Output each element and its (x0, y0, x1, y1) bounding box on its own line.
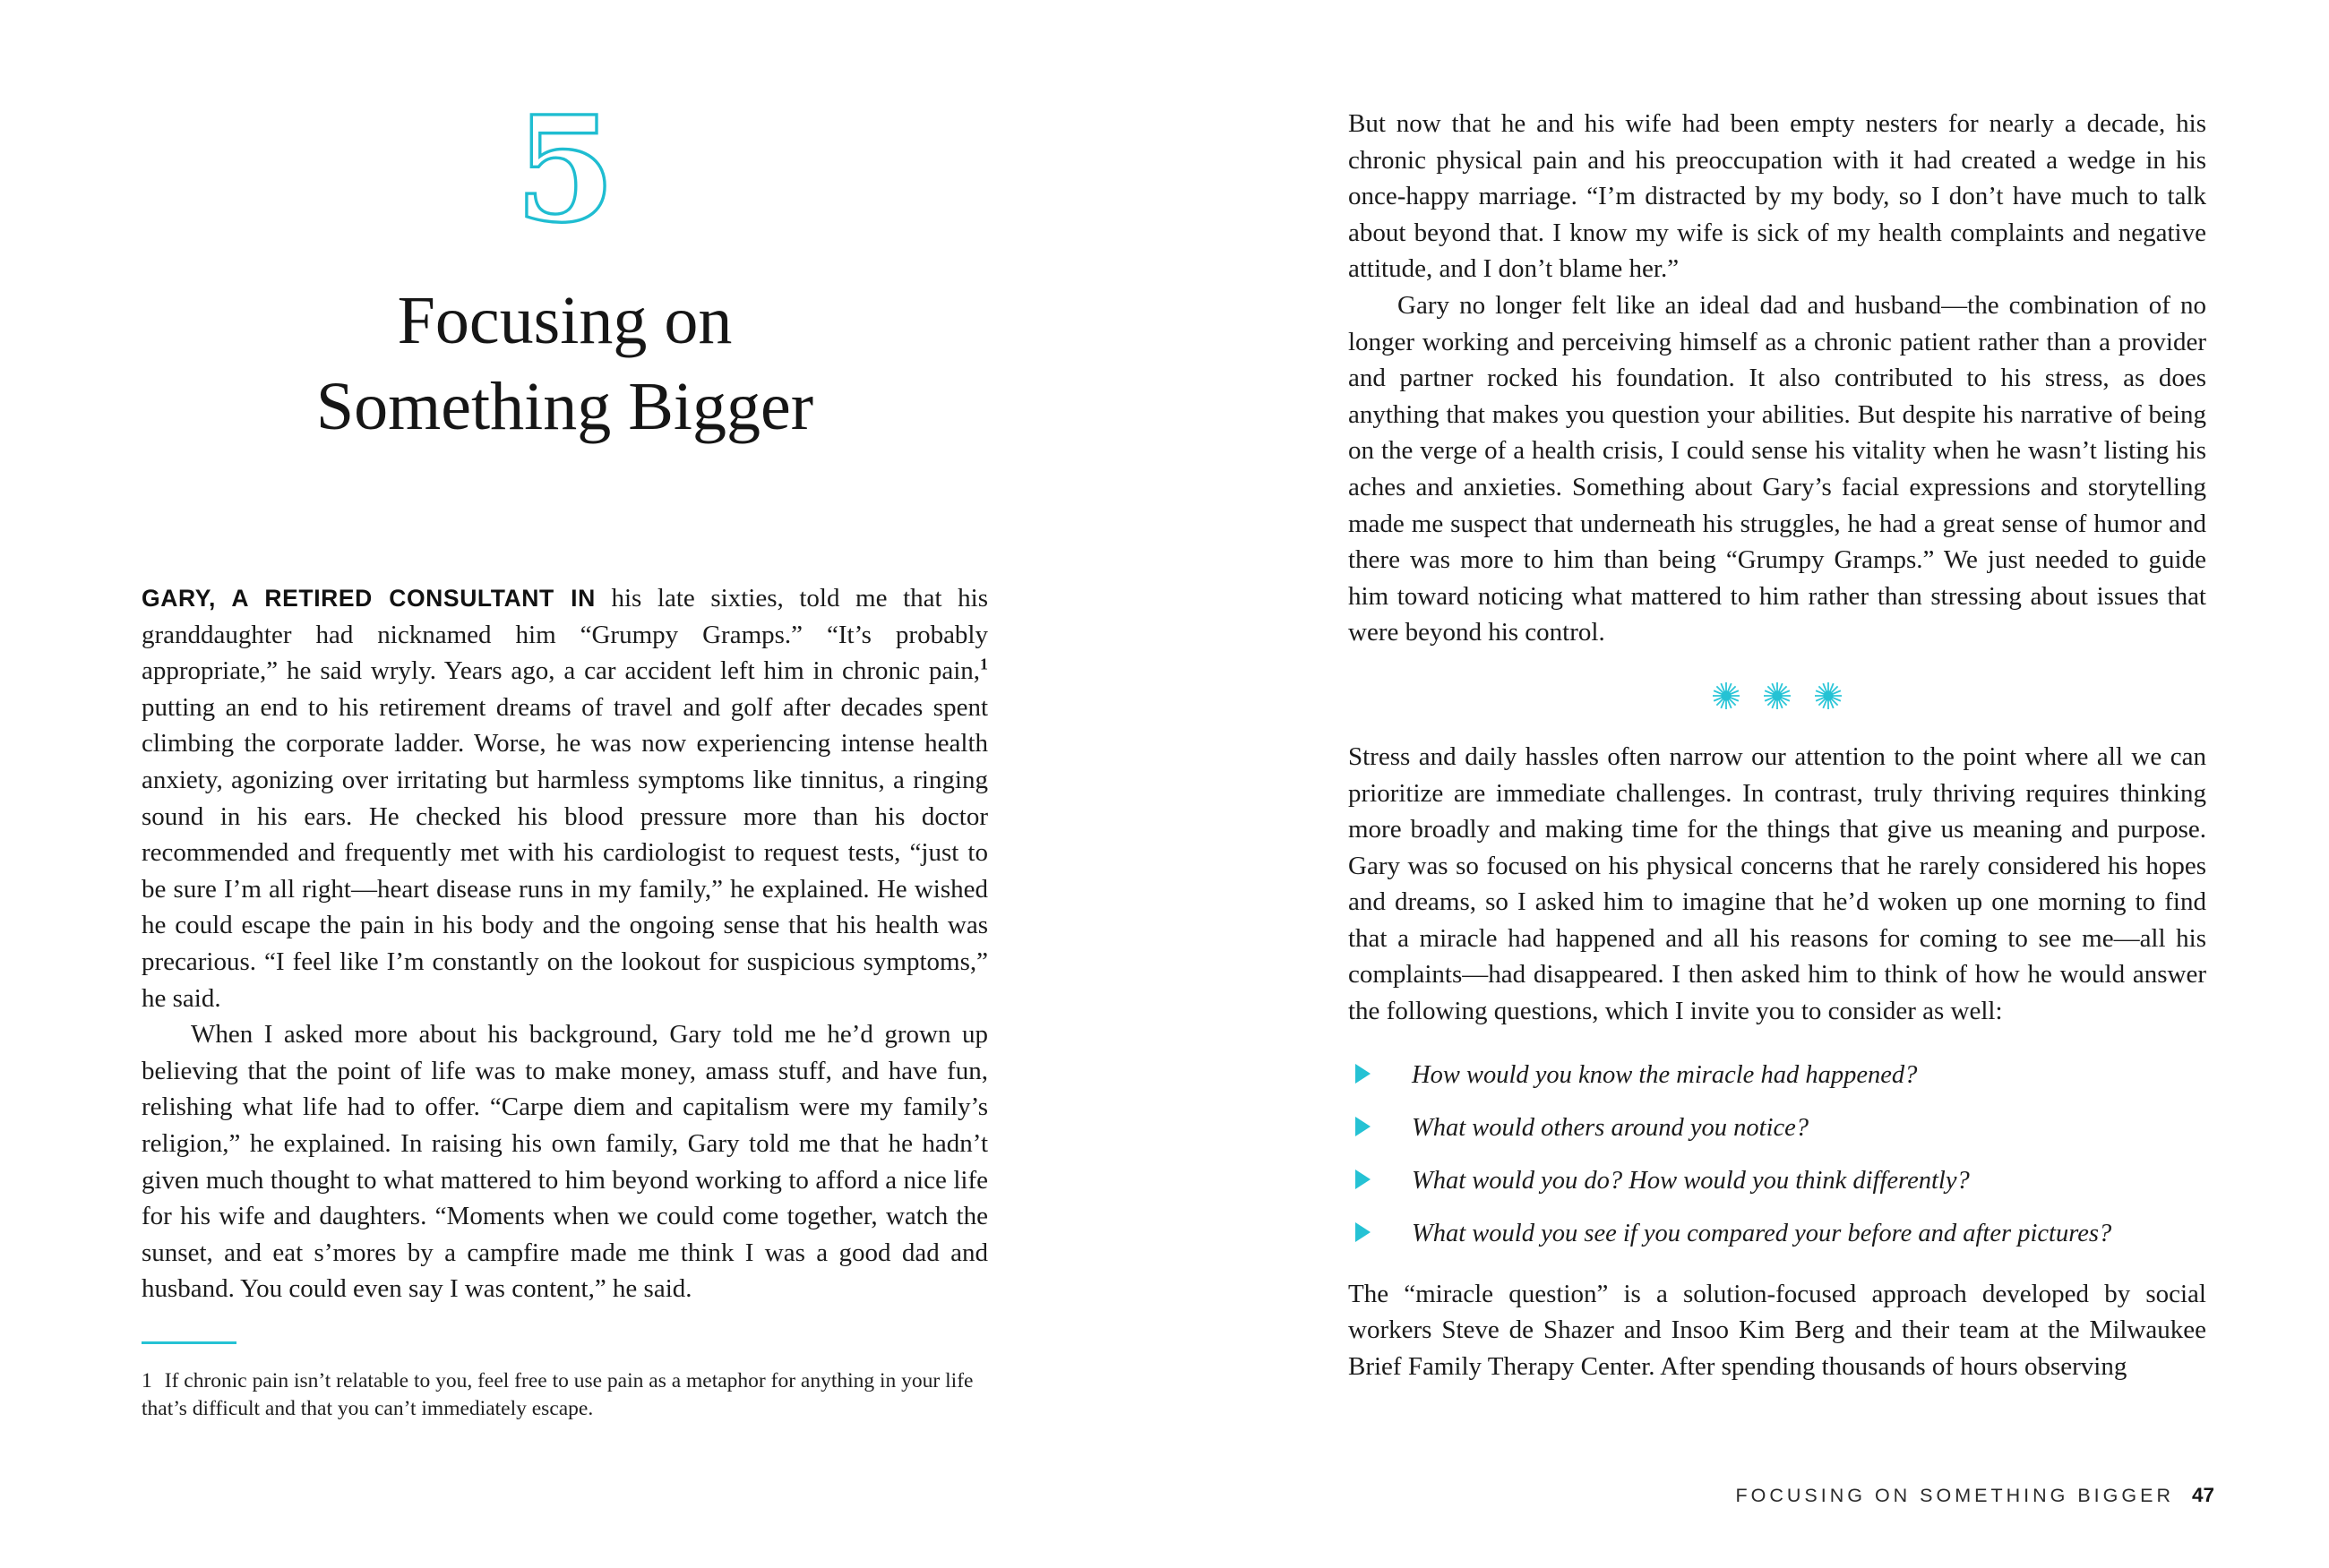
chapter-head (142, 79, 988, 244)
chapter-title-line1: Focusing on (397, 283, 733, 358)
starburst-icon (1712, 681, 1740, 710)
footnote-text (142, 1367, 988, 1423)
list-item (1355, 1166, 2206, 1196)
section-divider (1348, 676, 2206, 712)
triangle-bullet-icon (1355, 1222, 1371, 1242)
chapter-title (97, 278, 1033, 450)
triangle-bullet-icon (1355, 1064, 1371, 1084)
left-page-body (142, 580, 988, 1307)
footnote-block (142, 1341, 988, 1423)
paragraph: The “miracle question” is a solution-focused approach developed by social workers Steve de Shazer and Insoo Kim Berg and their team at the Milwaukee Brief Family Therapy Center. After spending thousands of hours observing (1348, 1279, 2206, 1381)
list-item (1355, 1113, 2206, 1144)
chapter-number-outline (480, 79, 650, 244)
right-page-body (1348, 106, 2206, 1384)
list-item-text: What would you do? How would you think differently? (1412, 1166, 1970, 1195)
miracle-question-list (1348, 1060, 2206, 1249)
footnote-body: If chronic pain isn’t relatable to you, feel free to use pain as a metaphor for anything in your life that’s difficult and that you can’t immediately escape. (142, 1369, 974, 1420)
paragraph-lead-in: GARY, A RETIRED CONSULTANT IN (142, 585, 596, 612)
right-page (1164, 0, 2329, 1568)
chapter-number: 5 (514, 85, 615, 244)
paragraph: Stress and daily hassles often narrow our attention to the point where all we can prioritize are immediate challenges. In contrast, truly thriving requires thinking more broadly and making time for the things that give us meaning and purpose. Gary was so focused on his physical concerns that he rarely considered his hopes and dreams, so I asked him to imagine that he’d woken up one morning to find that a miracle had happened and all his reasons for coming to see me—all his complaints—had disappeared. I then asked him to think of how he would answer the following questions, which I invite you to consider as well: (1348, 741, 2206, 1026)
footnote-rule (142, 1341, 236, 1344)
page-footer (1736, 1484, 2215, 1507)
paragraph: Gary no longer felt like an ideal dad and husband—the combination of no longer working and perceiving himself as a chronic patient rather than a provider and partner rocked his foundation. It also contributed to his stress, as does anything that makes you question your abilities. But despite his narrative of being on the verge of a health crisis, I could sense his vitality when he wasn’t listing his aches and anxieties. Something about Gary’s facial expressions and storytelling made me suspect that underneath his struggles, he had a great sense of humor and there was more to him than being “Grumpy Gramps.” We just needed to guide him toward noticing what mattered to him rather than stressing about issues that were beyond his control. (1348, 290, 2206, 647)
list-item (1355, 1219, 2206, 1249)
triangle-bullet-icon (1355, 1117, 1371, 1136)
paragraph-text: putting an end to his retirement dreams of travel and golf after decades spent climbing the corporate ladder. Worse, he was now experiencing intense health anxiety, agonizing over irritating but harmless symptoms like tinnitus, a ringing sound in his ears. He checked his blood pressure more than his doctor recommended and frequently met with his cardiologist to request tests, “just to be sure I’m all right—heart disease runs in my family,” he explained. He wished he could escape the pain in his body and the ongoing sense that his health was precarious. “I feel like I’m constantly on the lookout for suspicious symptoms,” he said. (142, 692, 988, 1013)
paragraph: When I asked more about his background, Gary told me he’d grown up believing that the point of life was to make money, amass stuff, and have fun, relishing what life had to offer. “Carpe diem and capitalism were my family’s religion,” he explained. In raising his own family, Gary told me that he hadn’t given much thought to what mattered to him beyond working to afford a nice life for his wife and daughters. “Moments when we could come together, watch the sunset, and eat s’mores by a campfire made me think I was a good dad and husband. You could even say I was content,” he said. (142, 1020, 988, 1304)
list-item-text: How would you know the miracle had happened? (1412, 1060, 1918, 1089)
chapter-title-line2: Something Bigger (315, 369, 814, 444)
starburst-icon (1814, 681, 1843, 710)
page-number: 47 (2191, 1484, 2214, 1506)
triangle-bullet-icon (1355, 1170, 1371, 1189)
starburst-icon (1763, 681, 1792, 710)
running-head: FOCUSING ON SOMETHING BIGGER (1735, 1485, 2174, 1506)
footnote-marker: 1 (980, 655, 988, 673)
list-item (1355, 1060, 2206, 1091)
paragraph: But now that he and his wife had been empty nesters for nearly a decade, his chronic physical pain and his preoccupation with it had created a wedge in his once-happy marriage. “I’m distracted by my body, so I don’t have much to talk about beyond that. I know my wife is sick of my health complaints and negative attitude, and I don’t blame her.” (1348, 109, 2206, 284)
paragraph-text: his late sixties, told me that his granddaughter had nicknamed him “Grumpy Gramps.” “It’s probably appropriate,” he said wryly. Years ago, a car accident left him in chronic pain, (142, 584, 989, 686)
paragraph (142, 580, 988, 1016)
left-page (0, 0, 1164, 1568)
footnote-number: 1 (142, 1369, 152, 1392)
list-item-text: What would others around you notice? (1412, 1113, 1809, 1142)
list-item-text: What would you see if you compared your before and after pictures? (1412, 1219, 2112, 1247)
